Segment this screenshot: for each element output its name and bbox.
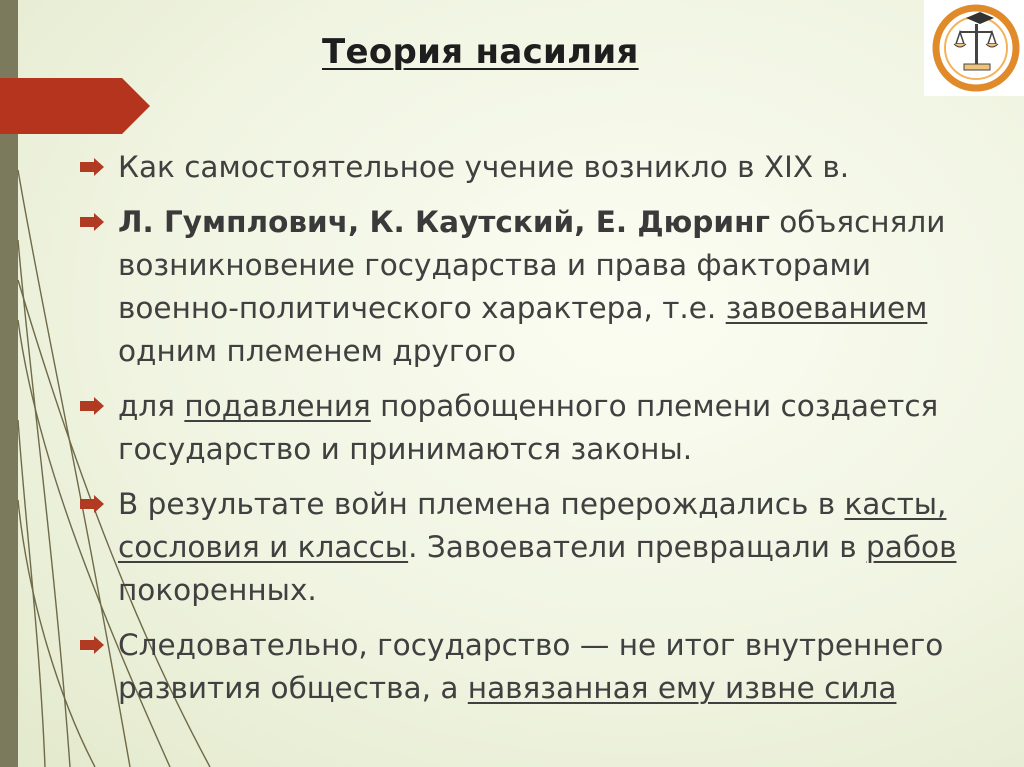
list-item: Как самостоятельное учение возникло в XIX в. <box>80 146 960 189</box>
list-item: для подавления порабощенного племени создается государство и принимаются законы. <box>80 385 960 471</box>
arrow-bullet-icon <box>80 158 104 176</box>
title-accent-arrow <box>0 78 150 134</box>
arrow-bullet-icon <box>80 495 104 513</box>
bullet-list <box>80 146 960 722</box>
logo <box>924 0 1024 96</box>
list-item: Следовательно, государство — не итог внутреннего развития общества, а навязанная ему извне сила <box>80 624 960 710</box>
scales-of-justice-icon <box>924 0 1024 96</box>
arrow-bullet-icon <box>80 397 104 415</box>
list-item: Л. Гумплович, К. Каутский, Е. Дюринг объясняли возникновение государства и права факторами военно-политического характера, т.е. завоеванием одним племенем другого <box>80 201 960 373</box>
list-item: В результате войн племена перерождались в касты, сословия и классы. Завоеватели превращали в рабов покоренных. <box>80 483 960 612</box>
arrow-bullet-icon <box>80 213 104 231</box>
page-title: Теория насилия <box>322 32 639 72</box>
arrow-bullet-icon <box>80 636 104 654</box>
